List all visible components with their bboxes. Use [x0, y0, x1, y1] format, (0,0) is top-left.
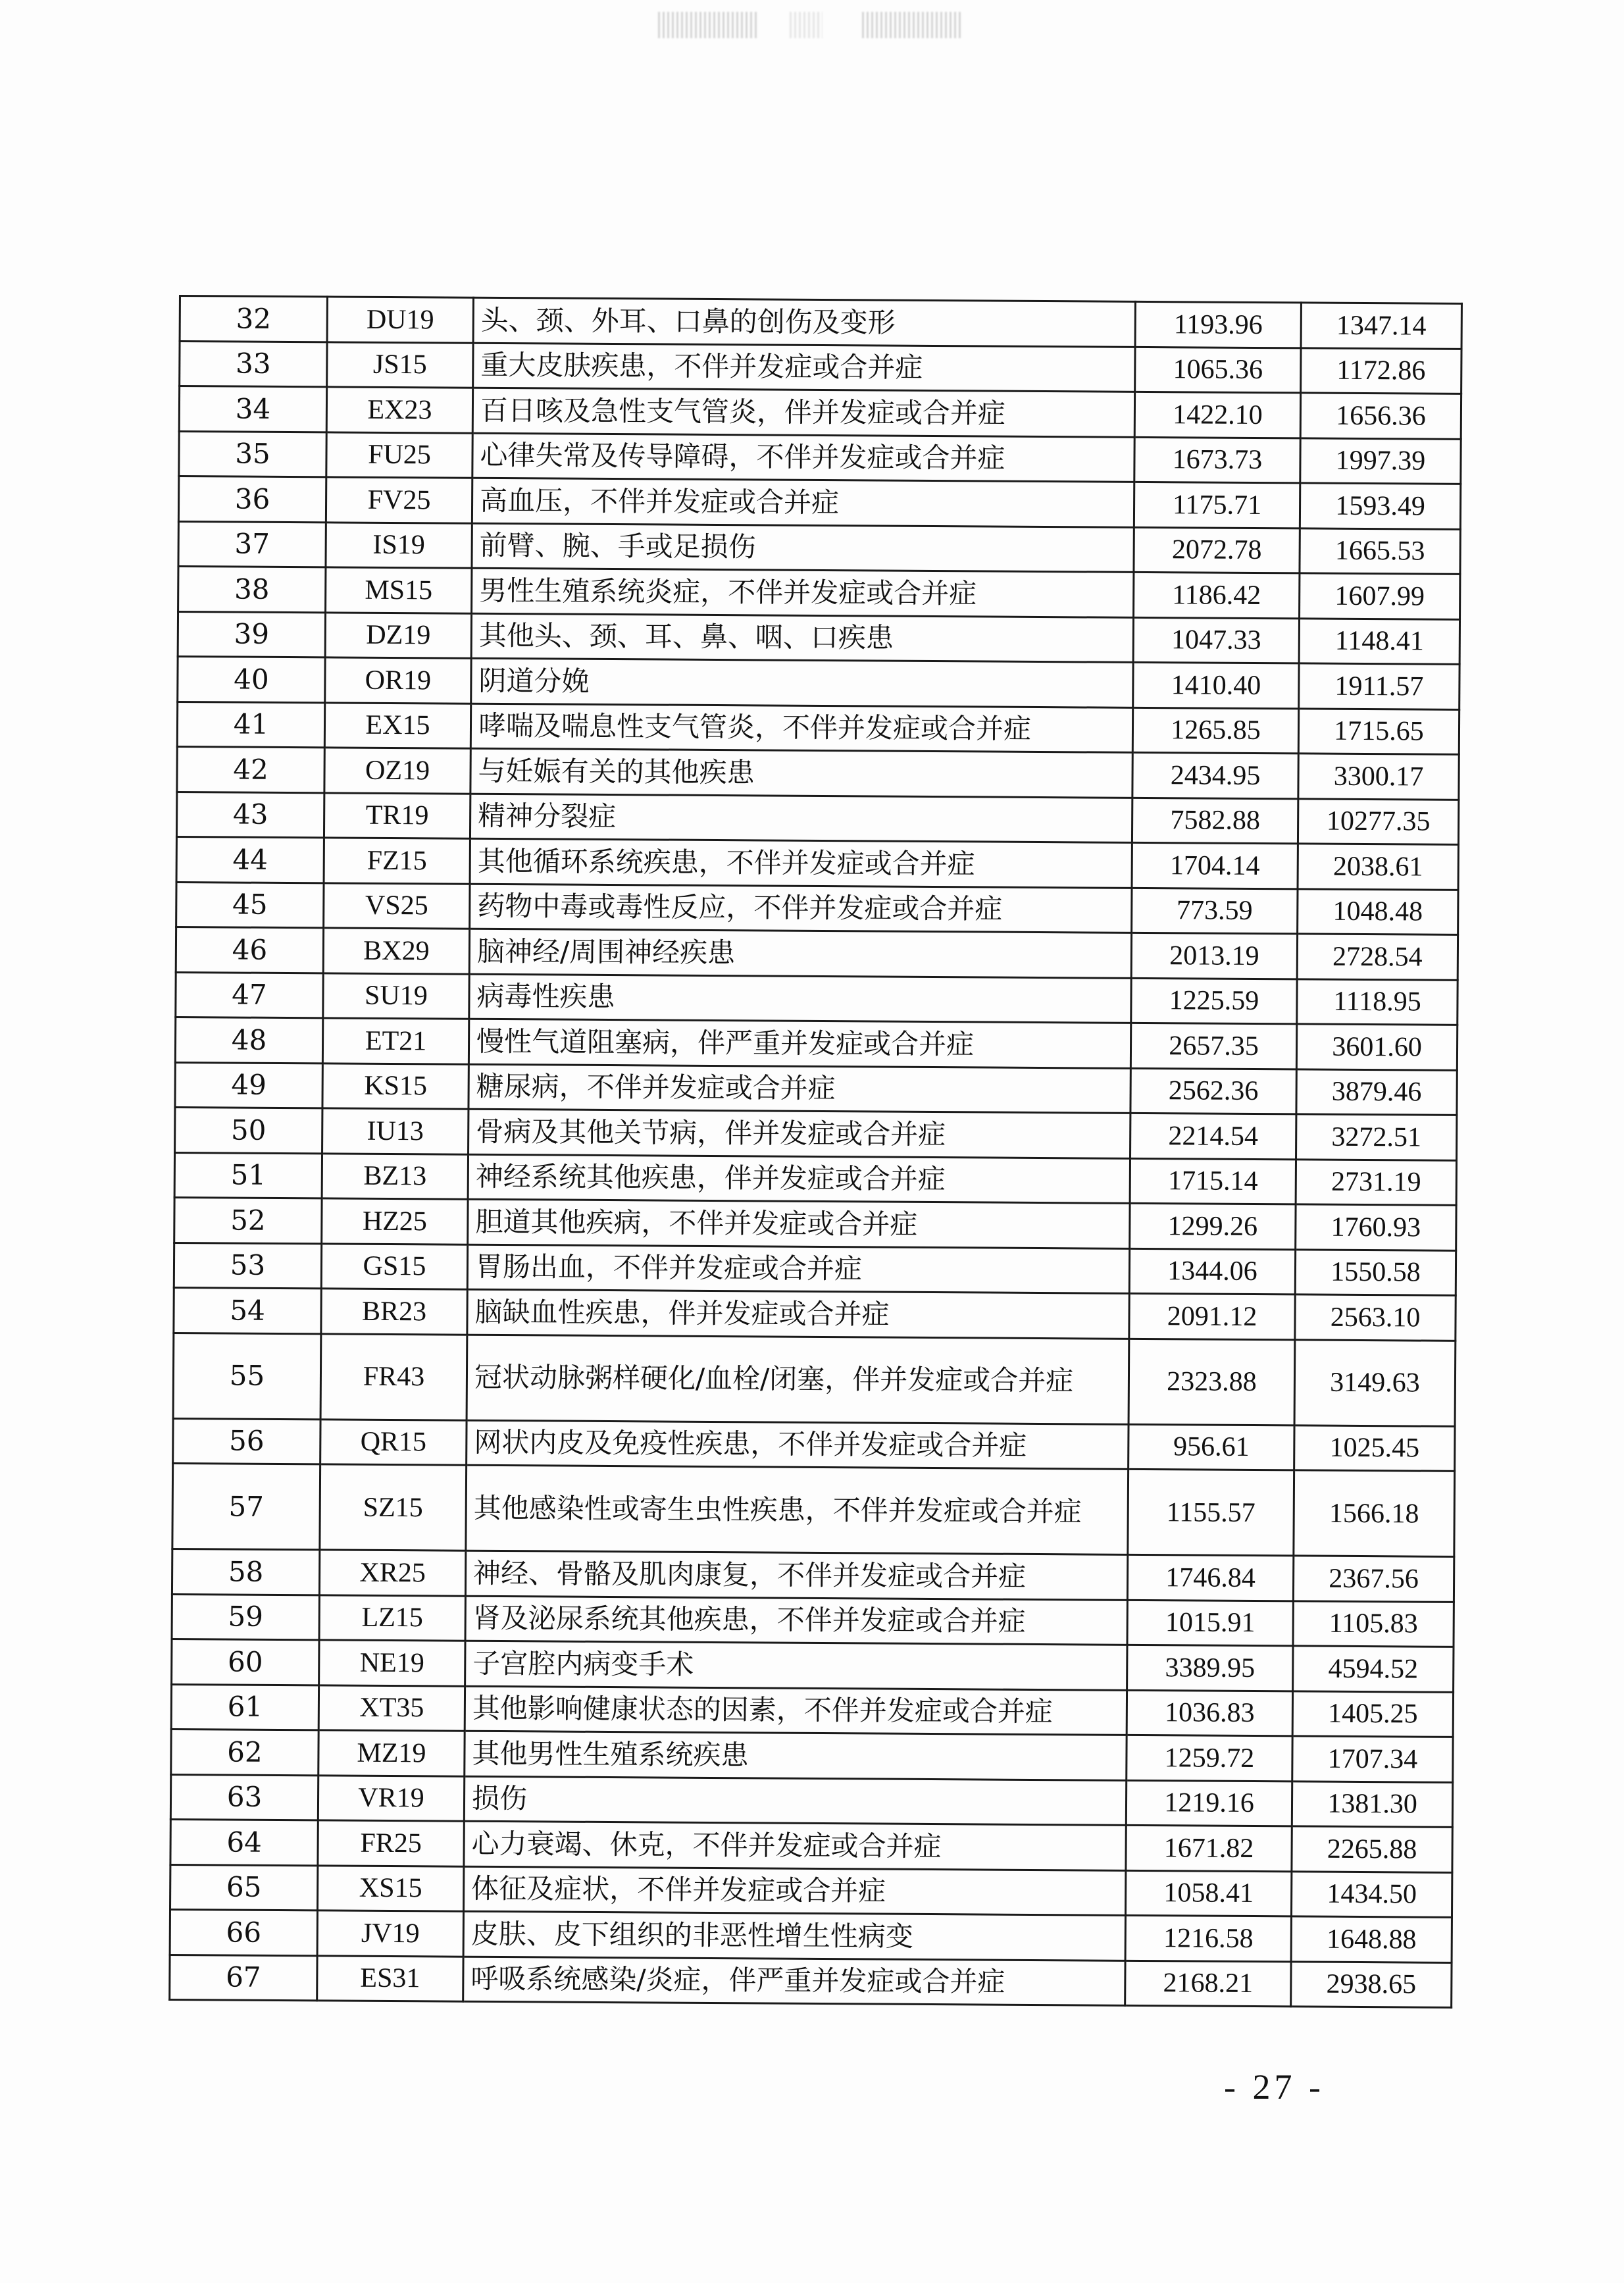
drg-name-cell: 其他影响健康状态的因素，不伴并发症或合并症 — [465, 1686, 1127, 1735]
drg-code-cell: MZ19 — [318, 1730, 465, 1776]
value-1-cell: 1015.91 — [1127, 1600, 1293, 1646]
table-row — [174, 1152, 1456, 1205]
value-1-cell: 1058.41 — [1125, 1870, 1291, 1916]
drg-code-cell: FV25 — [326, 477, 472, 523]
drg-code-cell: IU13 — [322, 1108, 469, 1154]
scan-artifact — [790, 12, 823, 38]
value-1-cell: 1673.73 — [1134, 437, 1300, 483]
value-2-cell: 1048.48 — [1298, 888, 1458, 935]
drg-name-cell: 呼吸系统感染/炎症，伴严重并发症或合并症 — [463, 1957, 1125, 2006]
row-number-cell: 42 — [177, 746, 324, 792]
drg-name-cell: 神经系统其他疾患，伴并发症或合并症 — [468, 1154, 1130, 1204]
scan-artifact — [658, 12, 757, 38]
value-1-cell: 1410.40 — [1133, 662, 1299, 708]
value-2-cell: 1607.99 — [1300, 573, 1460, 619]
value-1-cell: 1704.14 — [1132, 842, 1298, 888]
row-number-cell: 40 — [178, 656, 325, 702]
drg-name-cell: 脑缺血性疾患，伴并发症或合并症 — [467, 1289, 1129, 1339]
value-2-cell: 1148.41 — [1299, 618, 1459, 664]
value-1-cell: 1175.71 — [1134, 482, 1300, 528]
value-2-cell: 1381.30 — [1292, 1781, 1452, 1827]
table-row — [171, 1729, 1453, 1782]
row-number-cell: 33 — [180, 341, 327, 387]
value-2-cell: 1760.93 — [1296, 1204, 1456, 1250]
row-number-cell: 61 — [171, 1684, 318, 1730]
value-1-cell: 1065.36 — [1135, 347, 1301, 393]
table-row — [172, 1549, 1454, 1601]
table-row — [176, 927, 1458, 979]
value-1-cell: 1216.58 — [1125, 1915, 1291, 1961]
value-1-cell: 2657.35 — [1130, 1023, 1296, 1069]
drg-name-cell: 哮喘及喘息性支气管炎，不伴并发症或合并症 — [470, 704, 1132, 753]
drg-name-cell: 药物中毒或毒性反应，不伴并发症或合并症 — [470, 884, 1132, 933]
table-row — [170, 1955, 1452, 2007]
value-2-cell: 2731.19 — [1296, 1159, 1456, 1205]
row-number-cell: 47 — [176, 972, 323, 1018]
drg-code-cell: NE19 — [319, 1640, 465, 1686]
table-row — [173, 1333, 1456, 1426]
drg-weight-table — [168, 295, 1463, 2009]
drg-code-cell: FU25 — [326, 432, 472, 478]
drg-code-cell: FR25 — [318, 1820, 464, 1866]
value-1-cell: 1193.96 — [1135, 301, 1301, 347]
value-1-cell: 2434.95 — [1132, 752, 1298, 798]
row-number-cell: 60 — [172, 1639, 319, 1685]
table-row — [170, 1909, 1452, 1962]
value-1-cell: 773.59 — [1132, 888, 1298, 934]
table-row — [173, 1418, 1455, 1471]
table-row — [180, 296, 1461, 349]
drg-name-cell: 体征及症状，不伴并发症或合并症 — [464, 1866, 1126, 1916]
table-row — [174, 1243, 1456, 1295]
row-number-cell: 35 — [179, 431, 326, 477]
value-1-cell: 1259.72 — [1127, 1735, 1292, 1781]
value-2-cell: 10277.35 — [1298, 798, 1458, 844]
drg-code-cell: BZ13 — [322, 1153, 468, 1199]
drg-name-cell: 阴道分娩 — [471, 658, 1133, 707]
drg-code-cell: MS15 — [326, 567, 472, 613]
drg-name-cell: 脑神经/周围神经疾患 — [469, 929, 1131, 978]
value-2-cell: 1997.39 — [1300, 438, 1461, 484]
table-row — [178, 521, 1460, 574]
drg-code-cell: EX23 — [326, 387, 472, 433]
value-2-cell: 4594.52 — [1293, 1646, 1454, 1692]
row-number-cell: 58 — [172, 1549, 319, 1595]
drg-name-cell: 肾及泌尿系统其他疾患，不伴并发症或合并症 — [465, 1596, 1127, 1645]
drg-name-cell: 心律失常及传导障碍，不伴并发症或合并症 — [472, 433, 1134, 482]
drg-code-cell: XT35 — [318, 1685, 465, 1731]
value-1-cell: 1299.26 — [1130, 1203, 1296, 1249]
drg-name-cell: 损伤 — [464, 1776, 1126, 1826]
value-1-cell: 2013.19 — [1131, 933, 1297, 979]
drg-code-cell: XS15 — [318, 1865, 464, 1911]
table-row — [178, 567, 1460, 619]
drg-code-cell: FR43 — [320, 1333, 467, 1420]
drg-code-cell: FZ15 — [324, 838, 470, 884]
drg-name-cell: 百日咳及急性支气管炎，伴并发症或合并症 — [472, 388, 1134, 437]
table-body — [170, 296, 1462, 2008]
value-1-cell: 2168.21 — [1125, 1961, 1291, 2007]
drg-name-cell: 慢性气道阻塞病，伴严重并发症或合并症 — [469, 1019, 1130, 1068]
value-1-cell: 1671.82 — [1126, 1825, 1292, 1871]
drg-code-cell: LZ15 — [319, 1595, 465, 1641]
value-1-cell: 1036.83 — [1127, 1690, 1292, 1736]
drg-name-cell: 骨病及其他关节病，伴并发症或合并症 — [469, 1109, 1130, 1158]
value-2-cell: 1707.34 — [1292, 1736, 1453, 1782]
row-number-cell: 49 — [175, 1062, 322, 1108]
value-2-cell: 1025.45 — [1294, 1425, 1455, 1471]
table-row — [178, 476, 1460, 529]
table-row — [176, 836, 1458, 889]
value-2-cell: 2038.61 — [1298, 844, 1458, 890]
table-row — [176, 972, 1458, 1025]
value-1-cell: 3389.95 — [1127, 1645, 1293, 1691]
drg-code-cell: KS15 — [322, 1063, 469, 1109]
table-row — [172, 1594, 1454, 1647]
table-row — [175, 1062, 1457, 1115]
value-1-cell: 1715.14 — [1130, 1158, 1296, 1204]
drg-code-cell: EX15 — [324, 702, 470, 748]
table-row — [176, 882, 1458, 935]
drg-code-cell: ES31 — [317, 1955, 463, 2001]
row-number-cell: 32 — [180, 296, 327, 342]
drg-code-cell: BR23 — [321, 1289, 467, 1335]
value-2-cell: 2938.65 — [1291, 1961, 1452, 2007]
value-2-cell: 3300.17 — [1298, 754, 1459, 800]
drg-code-cell: BX29 — [323, 928, 469, 974]
row-number-cell: 63 — [170, 1774, 318, 1820]
drg-name-cell: 心力衰竭、休克，不伴并发症或合并症 — [464, 1821, 1126, 1870]
value-1-cell: 7582.88 — [1132, 798, 1298, 844]
drg-name-cell: 高血压，不伴并发症或合并症 — [472, 478, 1134, 527]
table-row — [176, 792, 1458, 844]
value-2-cell: 1347.14 — [1301, 303, 1461, 349]
table-row — [178, 611, 1459, 664]
table-row — [178, 656, 1459, 709]
drg-code-cell: JV19 — [317, 1911, 463, 1957]
value-2-cell: 1648.88 — [1291, 1916, 1452, 1962]
value-1-cell: 2072.78 — [1134, 527, 1300, 573]
row-number-cell: 56 — [173, 1418, 320, 1464]
value-1-cell: 1225.59 — [1131, 978, 1297, 1024]
row-number-cell: 53 — [174, 1243, 321, 1289]
table-row — [175, 1107, 1457, 1160]
row-number-cell: 50 — [175, 1107, 322, 1153]
table-row — [170, 1774, 1452, 1827]
drg-code-cell: DZ19 — [325, 612, 471, 658]
value-2-cell: 2265.88 — [1292, 1826, 1452, 1872]
drg-name-cell: 男性生殖系统炎症，不伴并发症或合并症 — [472, 568, 1134, 617]
value-1-cell: 1265.85 — [1132, 707, 1298, 754]
drg-code-cell: IS19 — [326, 522, 472, 568]
value-1-cell: 1155.57 — [1128, 1469, 1294, 1556]
value-2-cell: 1434.50 — [1291, 1871, 1452, 1917]
row-number-cell: 44 — [176, 836, 324, 883]
value-1-cell: 1746.84 — [1127, 1554, 1293, 1601]
table-row — [175, 1017, 1457, 1069]
drg-name-cell: 重大皮肤疾患，不伴并发症或合并症 — [473, 343, 1135, 392]
row-number-cell: 59 — [172, 1594, 319, 1640]
value-2-cell: 1172.86 — [1301, 347, 1461, 394]
table-row — [170, 1819, 1452, 1872]
drg-name-cell: 精神分裂症 — [470, 794, 1132, 843]
value-1-cell: 1344.06 — [1129, 1248, 1295, 1295]
scan-artifact — [862, 12, 961, 38]
drg-name-cell: 网状内皮及免疫性疾患，不伴并发症或合并症 — [467, 1420, 1129, 1470]
drg-name-cell: 子宫腔内病变手术 — [465, 1641, 1127, 1690]
row-number-cell: 48 — [175, 1017, 322, 1063]
row-number-cell: 39 — [178, 611, 325, 657]
row-number-cell: 55 — [173, 1333, 321, 1419]
drg-name-cell: 病毒性疾患 — [469, 974, 1131, 1023]
row-number-cell: 41 — [177, 702, 324, 748]
table-row — [171, 1684, 1453, 1737]
value-2-cell: 1593.49 — [1300, 483, 1460, 529]
value-2-cell: 1715.65 — [1298, 708, 1459, 754]
drg-name-cell: 头、颈、外耳、口鼻的创伤及变形 — [473, 297, 1135, 347]
row-number-cell: 43 — [176, 792, 324, 838]
row-number-cell: 36 — [178, 476, 326, 523]
row-number-cell: 57 — [172, 1463, 320, 1549]
value-2-cell: 3272.51 — [1296, 1114, 1457, 1160]
value-2-cell: 3879.46 — [1296, 1069, 1457, 1115]
value-1-cell: 1186.42 — [1134, 572, 1300, 618]
row-number-cell: 66 — [170, 1909, 317, 1955]
row-number-cell: 52 — [174, 1197, 322, 1243]
value-2-cell: 1118.95 — [1297, 979, 1458, 1025]
value-2-cell: 2728.54 — [1297, 934, 1458, 980]
drg-name-cell: 与妊娠有关的其他疾患 — [470, 748, 1132, 798]
value-1-cell: 1422.10 — [1134, 392, 1300, 438]
drg-code-cell: VR19 — [318, 1775, 464, 1821]
value-1-cell: 1047.33 — [1133, 617, 1299, 663]
value-2-cell: 1550.58 — [1295, 1249, 1456, 1295]
value-2-cell: 1405.25 — [1292, 1691, 1453, 1737]
value-1-cell: 1219.16 — [1126, 1780, 1292, 1826]
table-row — [170, 1864, 1452, 1917]
drg-name-cell: 其他男性生殖系统疾患 — [465, 1731, 1127, 1780]
value-2-cell: 1911.57 — [1299, 663, 1459, 709]
table-row — [177, 702, 1459, 754]
drg-code-cell: GS15 — [321, 1243, 467, 1289]
page-number: - 27 - — [1224, 2067, 1325, 2107]
drg-code-cell: OR19 — [325, 657, 471, 704]
value-2-cell: 2563.10 — [1295, 1295, 1456, 1341]
row-number-cell: 64 — [170, 1819, 318, 1865]
value-1-cell: 2091.12 — [1129, 1293, 1295, 1339]
drg-name-cell: 糖尿病，不伴并发症或合并症 — [469, 1064, 1130, 1114]
value-1-cell: 2562.36 — [1130, 1068, 1296, 1114]
value-1-cell: 2323.88 — [1129, 1339, 1295, 1425]
value-2-cell: 1665.53 — [1300, 528, 1460, 574]
row-number-cell: 65 — [170, 1864, 318, 1911]
value-2-cell: 1566.18 — [1294, 1470, 1455, 1556]
drg-code-cell: SZ15 — [320, 1464, 467, 1551]
value-2-cell: 1105.83 — [1293, 1601, 1454, 1647]
row-number-cell: 38 — [178, 567, 326, 613]
drg-name-cell: 其他头、颈、耳、鼻、咽、口疾患 — [471, 613, 1133, 663]
drg-code-cell: SU19 — [323, 973, 469, 1019]
value-2-cell: 1656.36 — [1300, 393, 1461, 439]
drg-name-cell: 其他循环系统疾患，不伴并发症或合并症 — [470, 838, 1132, 888]
row-number-cell: 67 — [170, 1955, 317, 2001]
value-1-cell: 2214.54 — [1130, 1113, 1296, 1159]
row-number-cell: 37 — [178, 521, 326, 567]
drg-code-cell: QR15 — [320, 1419, 467, 1465]
drg-name-cell: 冠状动脉粥样硬化/血栓/闭塞，伴并发症或合并症 — [467, 1335, 1129, 1424]
row-number-cell: 54 — [174, 1287, 321, 1333]
drg-name-cell: 前臂、腕、手或足损伤 — [472, 523, 1134, 573]
table-row — [174, 1287, 1456, 1340]
row-number-cell: 62 — [171, 1729, 318, 1775]
table-row — [179, 386, 1461, 439]
row-number-cell: 34 — [179, 386, 326, 432]
value-2-cell: 3149.63 — [1294, 1339, 1456, 1425]
drg-code-cell: JS15 — [327, 342, 473, 388]
drg-name-cell: 神经、骨骼及肌肉康复，不伴并发症或合并症 — [465, 1551, 1127, 1600]
drg-code-cell: OZ19 — [324, 748, 470, 794]
table-row — [172, 1639, 1454, 1691]
row-number-cell: 51 — [174, 1152, 322, 1198]
value-1-cell: 956.61 — [1129, 1424, 1294, 1470]
drg-name-cell: 其他感染性或寄生虫性疾患，不伴并发症或合并症 — [466, 1465, 1129, 1554]
value-2-cell: 2367.56 — [1293, 1556, 1454, 1602]
table-row — [180, 341, 1461, 394]
table-row — [172, 1463, 1455, 1556]
drg-code-cell: HZ25 — [322, 1198, 468, 1244]
table-row — [179, 431, 1461, 484]
table-row — [174, 1197, 1456, 1250]
drg-code-cell: DU19 — [327, 297, 473, 343]
drg-name-cell: 皮肤、皮下组织的非恶性增生性病变 — [463, 1911, 1125, 1961]
table-row — [177, 746, 1459, 799]
drg-code-cell: ET21 — [322, 1018, 469, 1064]
drg-name-cell: 胆道其他疾病，不伴并发症或合并症 — [468, 1199, 1130, 1248]
drg-name-cell: 胃肠出血，不伴并发症或合并症 — [467, 1244, 1129, 1294]
drg-code-cell: XR25 — [319, 1550, 465, 1596]
value-2-cell: 3601.60 — [1296, 1024, 1457, 1070]
drg-code-cell: TR19 — [324, 792, 470, 838]
drg-code-cell: VS25 — [324, 883, 470, 929]
row-number-cell: 45 — [176, 882, 324, 928]
row-number-cell: 46 — [176, 927, 323, 973]
